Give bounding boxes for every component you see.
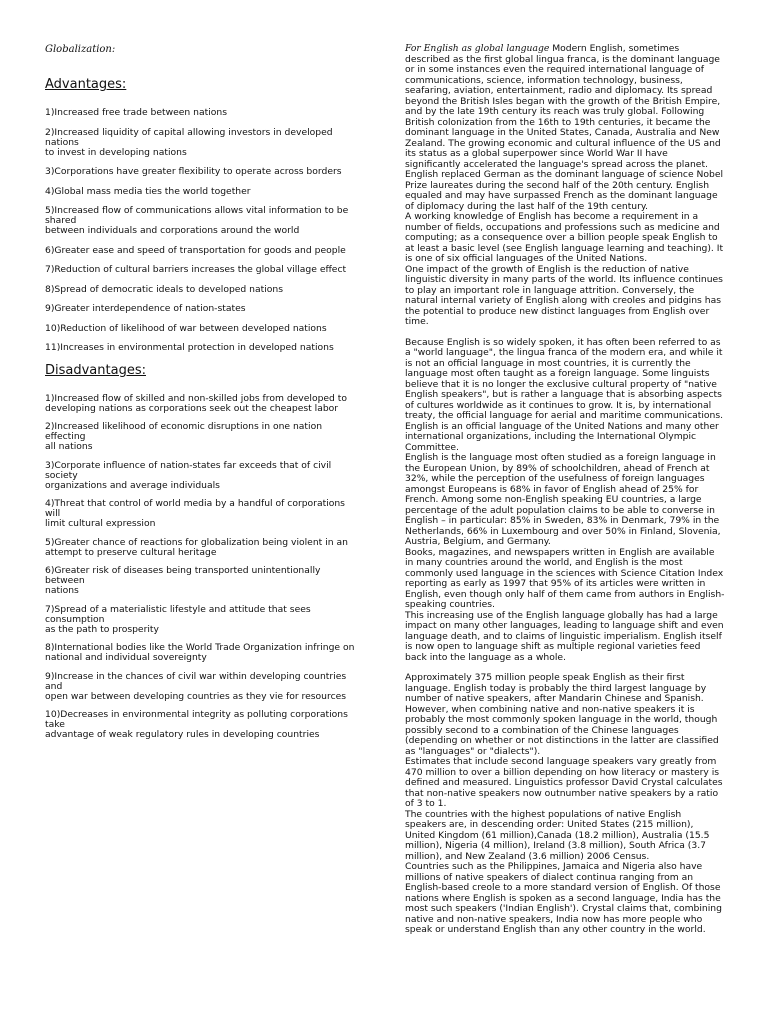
english-paragraph-7: This increasing use of the English language globally has had a large impact on many other languages, leading to language shift and even language death, and to claims of linguistic imperialism. English itself is now open to language shift as multiple regional varieties feed back into the language as a whole.: [405, 609, 724, 663]
english-paragraph-8: Approximately 375 million people speak English as their first language. English today is probably the third largest language by number of native speakers, after Mandarin Chinese and Spanish. However, when combining native and non-native speakers it is probably the most commonly spoken language in the world, though possibly second to a combination of the Chinese languages (depending on whether or not distinctions in the latter are classified as "languages" or "dialects").: [405, 672, 719, 757]
disadvantage-item-8: 8)International bodies like the World Trade Organization infringe on national and individual sovereignty: [45, 642, 355, 663]
advantage-item-9: 9)Greater interdependence of nation-states: [45, 303, 246, 314]
advantage-item-10: 10)Reduction of likelihood of war between developed nations: [45, 322, 327, 334]
english-paragraph-4: Because English is so widely spoken, it has often been referred to as a "world language", the lingua franca of the modern era, and while it is not an official language in most countries, it is currently the language most often taught as a foreign language. Some linguists believe that it is no longer the exclusive cultural property of "native English speakers", but is rather a language that is absorbing aspects of cultures worldwide as it continues to grow. It is, by international treaty, the official language for aerial and maritime communications. English is an official language of the United Nations and many other international organizations, including the International Olympic Committee.: [405, 336, 724, 453]
disadvantage-item-4: 4)Threat that control of world media by a handful of corporations will limit cultural expression: [45, 498, 345, 529]
advantage-item-8: 8)Spread of democratic ideals to developed nations: [45, 283, 284, 295]
english-paragraph-5: English is the language most often studied as a foreign language in the European Union, by 89% of schoolchildren, ahead of French at 32%, while the perception of the usefulness of foreign languages amongst Europeans is 68% in favor of English ahead of 25% for French. Among some non-English speaking EU countries, a large percentage of the adult population claims to be able to converse in English – in particular: 85% in Sweden, 83% in Denmark, 79% in the Netherlands, 66% in Luxembourg and over 50% in Finland, Slovenia, Austria, Belgium, and Germany.: [405, 452, 721, 547]
right-column: [405, 44, 725, 936]
disadvantage-item-1: 1)Increased flow of skilled and non-skilled jobs from developed to developing nations as corporations seek out the cheapest labor: [45, 392, 348, 414]
advantage-item-4: 4)Global mass media ties the world together: [45, 185, 251, 197]
left-column: [45, 44, 360, 749]
advantage-item-1: 1)Increased free trade between nations: [45, 107, 227, 118]
disadvantage-item-6: 6)Greater risk of diseases being transported unintentionally between nations: [45, 565, 321, 596]
advantage-item-5: 5)Increased flow of communications allows vital information to be shared between individuals and corporations around the world: [45, 205, 349, 236]
advantage-item-7: 7)Reduction of cultural barriers increases the global village effect: [45, 264, 347, 275]
advantage-item-6: 6)Greater ease and speed of transportation for goods and people: [45, 244, 346, 256]
english-paragraph-1-text: Modern English, sometimes described as the first global lingua franca, is the dominant language or in some instances even the required international language of communications, science, information technology, business, seafaring, aviation, entertainment, radio and diplomacy. Its spread beyond the British Isles began with the growth of the British Empire, and by the late 19th century its reach was truly global. Following British colonization from the 16th to 19th centuries, it became the dominant language in the United States, Canada, Australia and New Zealand. The growing economic and cultural influence of the US and its status as a global superpower since World War II have significantly accelerated the language's spread across the planet. English replaced German as the dominant language of science Nobel Prize laureates during the second half of the 20th century. English equaled and may have surpassed French as the dominant language of diplomacy during the last half of the 19th century.: [405, 43, 724, 212]
english-section-lead: For English as global language: [405, 43, 550, 54]
advantage-item-3: 3)Corporations have greater flexibility to operate across borders: [45, 166, 342, 177]
english-paragraph-9: Estimates that include second language speakers vary greatly from 470 million to over a billion depending on how literacy or mastery is defined and measured. Linguistics professor David Crystal calculates that non-native speakers now outnumber native speakers by a ratio of 3 to 1.: [405, 756, 723, 809]
disadvantage-item-2: 2)Increased likelihood of economic disruptions in one nation effecting all nations: [45, 421, 323, 452]
english-paragraph-11: Countries such as the Philippines, Jamaica and Nigeria also have millions of native speakers of dialect continua ranging from an English-based creole to a more standard version of English. Of those nations where English is spoken as a second language, India has the most such speakers ('Indian English'). Crystal claims that, combining native and non-native speakers, India now has more people who speak or understand English than any other country in the world.: [405, 861, 722, 935]
disadvantage-item-5: 5)Greater chance of reactions for globalization being violent in an attempt to preserve cultural heritage: [45, 536, 348, 558]
advantage-item-11: 11)Increases in environmental protection in developed nations: [45, 342, 334, 353]
english-paragraph-3: One impact of the growth of English is the reduction of native linguistic diversity in many parts of the world. Its influence continues to play an important role in language attrition. Conversely, the natural internal variety of English along with creoles and pidgins has the potential to produce new distinct languages from English over time.: [405, 263, 723, 327]
disadvantage-item-3: 3)Corporate influence of nation-states far exceeds that of civil society organizations and average individuals: [45, 459, 332, 491]
english-paragraph-6: Books, magazines, and newspapers written in English are available in many countries around the world, and English is the most commonly used language in the sciences with Science Citation Index reporting as early as 1997 that 95% of its articles were written in English, even though only half of them came from authors in English-speaking countries.: [405, 546, 725, 610]
disadvantage-item-10: 10)Decreases in environmental integrity as polluting corporations take advantage of weak regulatory rules in developing countries: [45, 709, 348, 740]
english-paragraph-10: The countries with the highest populations of native English speakers are, in descending order: United States (215 million), United Kingdom (61 million),Canada (18.2 million), Australia (15.5 million), Nigeria (4 million), Ireland (3.8 million), South Africa (3.7 million), and New Zealand (3.6 million) 2006 Census.: [405, 808, 710, 862]
advantages-list: [45, 108, 360, 353]
advantages-heading: Advantages:: [45, 77, 127, 92]
advantage-item-2: 2)Increased liquidity of capital allowing investors in developed nations to invest in developing nations: [45, 126, 333, 158]
disadvantage-item-7: 7)Spread of a materialistic lifestyle and attitude that sees consumption as the path to prosperity: [45, 603, 311, 635]
english-paragraph-2: A working knowledge of English has become a requirement in a number of fields, occupations and professions such as medicine and computing; as a consequence over a billion people speak English to at least a basic level (see English language learning and teaching). It is one of six official languages of the United Nations.: [405, 211, 724, 264]
english-paragraph-1: [405, 44, 725, 212]
document-title: Globalization:: [45, 44, 116, 55]
disadvantages-list: [45, 394, 360, 741]
disadvantages-heading: Disadvantages:: [45, 362, 146, 378]
disadvantage-item-9: 9)Increase in the chances of civil war within developing countries and open war between developing countries as they vie for resources: [45, 670, 347, 702]
